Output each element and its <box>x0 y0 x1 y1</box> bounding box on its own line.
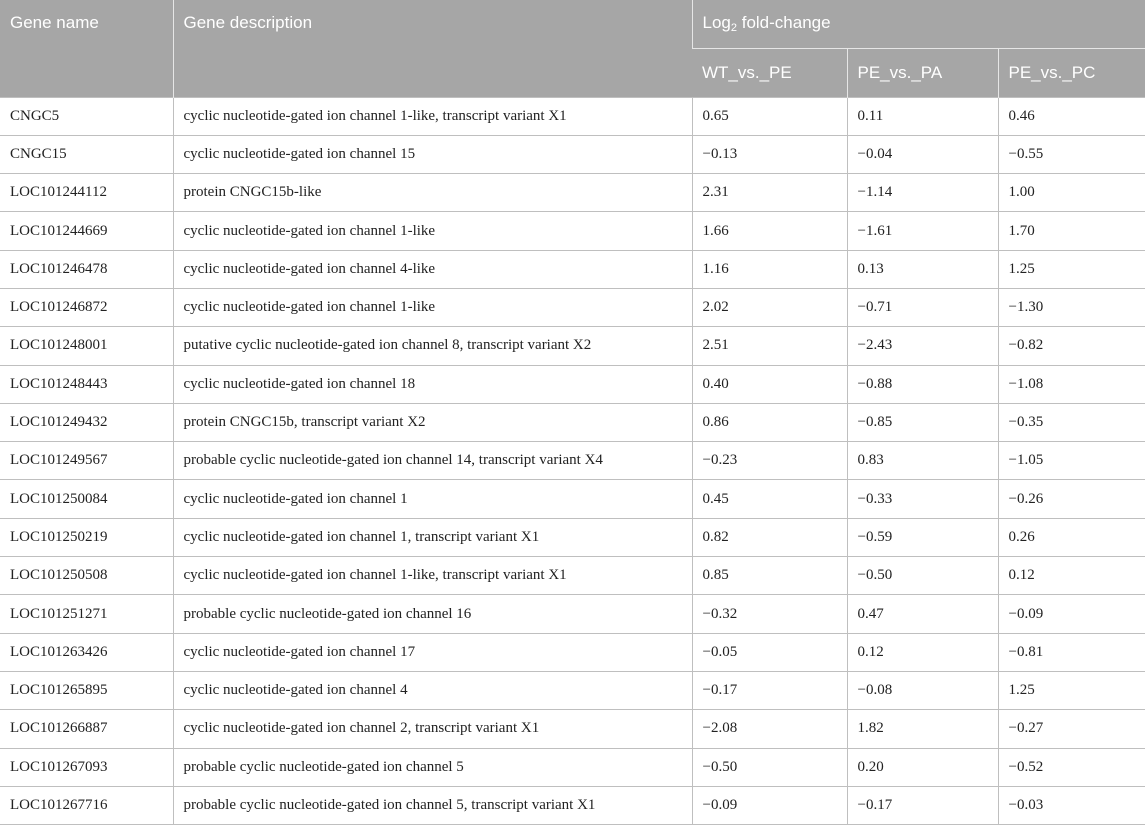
pe-vs-pc-cell: 1.25 <box>998 250 1145 288</box>
header-gene-name: Gene name <box>0 0 173 97</box>
gene-description-cell: cyclic nucleotide-gated ion channel 1, transcript variant X1 <box>173 518 692 556</box>
pe-vs-pc-cell: −1.30 <box>998 288 1145 326</box>
wt-vs-pe-cell: 0.86 <box>692 403 847 441</box>
table-row <box>0 288 1145 326</box>
log-suffix: fold-change <box>737 13 831 32</box>
table-body <box>0 97 1145 825</box>
pe-vs-pc-cell: 1.25 <box>998 671 1145 709</box>
pe-vs-pa-cell: −0.85 <box>847 403 998 441</box>
pe-vs-pa-cell: −0.59 <box>847 518 998 556</box>
gene-description-cell: cyclic nucleotide-gated ion channel 18 <box>173 365 692 403</box>
gene-name-cell: LOC101250219 <box>0 518 173 556</box>
pe-vs-pa-cell: −0.08 <box>847 671 998 709</box>
pe-vs-pc-cell: −1.05 <box>998 442 1145 480</box>
gene-name-cell: LOC101250084 <box>0 480 173 518</box>
gene-description-cell: protein CNGC15b-like <box>173 174 692 212</box>
gene-name-cell: LOC101267093 <box>0 748 173 786</box>
table-row <box>0 786 1145 824</box>
gene-description-cell: probable cyclic nucleotide-gated ion channel 5, transcript variant X1 <box>173 786 692 824</box>
pe-vs-pc-cell: 1.70 <box>998 212 1145 250</box>
header-gene-description: Gene description <box>173 0 692 97</box>
gene-name-cell: LOC101251271 <box>0 595 173 633</box>
gene-name-cell: LOC101250508 <box>0 557 173 595</box>
header-pe-vs-pa: PE_vs._PA <box>847 48 998 97</box>
pe-vs-pc-cell: −0.82 <box>998 327 1145 365</box>
gene-description-cell: cyclic nucleotide-gated ion channel 4-like <box>173 250 692 288</box>
wt-vs-pe-cell: −0.17 <box>692 671 847 709</box>
wt-vs-pe-cell: 2.02 <box>692 288 847 326</box>
pe-vs-pa-cell: −1.14 <box>847 174 998 212</box>
table-row <box>0 748 1145 786</box>
gene-description-cell: probable cyclic nucleotide-gated ion channel 5 <box>173 748 692 786</box>
pe-vs-pc-cell: 0.46 <box>998 97 1145 135</box>
wt-vs-pe-cell: −0.50 <box>692 748 847 786</box>
wt-vs-pe-cell: −2.08 <box>692 710 847 748</box>
wt-vs-pe-cell: 0.40 <box>692 365 847 403</box>
table-row <box>0 174 1145 212</box>
wt-vs-pe-cell: −0.05 <box>692 633 847 671</box>
wt-vs-pe-cell: 0.82 <box>692 518 847 556</box>
pe-vs-pa-cell: −1.61 <box>847 212 998 250</box>
gene-name-cell: LOC101246478 <box>0 250 173 288</box>
wt-vs-pe-cell: 0.65 <box>692 97 847 135</box>
wt-vs-pe-cell: 2.31 <box>692 174 847 212</box>
table-row <box>0 595 1145 633</box>
gene-name-cell: LOC101246872 <box>0 288 173 326</box>
wt-vs-pe-cell: 2.51 <box>692 327 847 365</box>
pe-vs-pc-cell: −1.08 <box>998 365 1145 403</box>
gene-description-cell: putative cyclic nucleotide-gated ion channel 8, transcript variant X2 <box>173 327 692 365</box>
pe-vs-pc-cell: −0.09 <box>998 595 1145 633</box>
table-row <box>0 442 1145 480</box>
table-row <box>0 557 1145 595</box>
table-row <box>0 212 1145 250</box>
gene-description-cell: cyclic nucleotide-gated ion channel 4 <box>173 671 692 709</box>
pe-vs-pa-cell: 0.83 <box>847 442 998 480</box>
gene-name-cell: LOC101249432 <box>0 403 173 441</box>
gene-name-cell: LOC101263426 <box>0 633 173 671</box>
table-row <box>0 480 1145 518</box>
gene-description-cell: cyclic nucleotide-gated ion channel 2, transcript variant X1 <box>173 710 692 748</box>
pe-vs-pa-cell: −0.50 <box>847 557 998 595</box>
gene-description-cell: cyclic nucleotide-gated ion channel 1-like <box>173 212 692 250</box>
pe-vs-pc-cell: −0.52 <box>998 748 1145 786</box>
table-row <box>0 671 1145 709</box>
table-row <box>0 518 1145 556</box>
wt-vs-pe-cell: −0.09 <box>692 786 847 824</box>
gene-name-cell: LOC101267716 <box>0 786 173 824</box>
table-row <box>0 135 1145 173</box>
gene-description-cell: cyclic nucleotide-gated ion channel 1 <box>173 480 692 518</box>
pe-vs-pc-cell: −0.03 <box>998 786 1145 824</box>
pe-vs-pa-cell: 1.82 <box>847 710 998 748</box>
header-wt-vs-pe: WT_vs._PE <box>692 48 847 97</box>
gene-description-cell: cyclic nucleotide-gated ion channel 1-like <box>173 288 692 326</box>
pe-vs-pa-cell: −0.88 <box>847 365 998 403</box>
pe-vs-pc-cell: −0.35 <box>998 403 1145 441</box>
gene-name-cell: LOC101244112 <box>0 174 173 212</box>
wt-vs-pe-cell: 1.16 <box>692 250 847 288</box>
pe-vs-pa-cell: −0.71 <box>847 288 998 326</box>
wt-vs-pe-cell: −0.32 <box>692 595 847 633</box>
pe-vs-pc-cell: 0.26 <box>998 518 1145 556</box>
log-prefix: Log <box>702 13 731 32</box>
wt-vs-pe-cell: 0.85 <box>692 557 847 595</box>
gene-description-cell: cyclic nucleotide-gated ion channel 1-like, transcript variant X1 <box>173 557 692 595</box>
gene-name-cell: CNGC5 <box>0 97 173 135</box>
gene-name-cell: LOC101248001 <box>0 327 173 365</box>
wt-vs-pe-cell: −0.23 <box>692 442 847 480</box>
gene-description-cell: cyclic nucleotide-gated ion channel 15 <box>173 135 692 173</box>
gene-name-cell: LOC101248443 <box>0 365 173 403</box>
table-row <box>0 250 1145 288</box>
table-row <box>0 403 1145 441</box>
pe-vs-pc-cell: −0.27 <box>998 710 1145 748</box>
pe-vs-pc-cell: 0.12 <box>998 557 1145 595</box>
log-subscript: 2 <box>730 22 737 34</box>
table-row <box>0 97 1145 135</box>
table-row <box>0 365 1145 403</box>
pe-vs-pc-cell: −0.55 <box>998 135 1145 173</box>
pe-vs-pa-cell: 0.11 <box>847 97 998 135</box>
header-log2-fold-change <box>692 0 1145 48</box>
header-pe-vs-pc: PE_vs._PC <box>998 48 1145 97</box>
pe-vs-pc-cell: 1.00 <box>998 174 1145 212</box>
pe-vs-pa-cell: −2.43 <box>847 327 998 365</box>
gene-description-cell: probable cyclic nucleotide-gated ion channel 16 <box>173 595 692 633</box>
gene-name-cell: LOC101266887 <box>0 710 173 748</box>
table-row <box>0 327 1145 365</box>
gene-description-cell: protein CNGC15b, transcript variant X2 <box>173 403 692 441</box>
gene-description-cell: cyclic nucleotide-gated ion channel 17 <box>173 633 692 671</box>
pe-vs-pa-cell: 0.12 <box>847 633 998 671</box>
gene-name-cell: CNGC15 <box>0 135 173 173</box>
gene-description-cell: cyclic nucleotide-gated ion channel 1-like, transcript variant X1 <box>173 97 692 135</box>
gene-name-cell: LOC101265895 <box>0 671 173 709</box>
pe-vs-pc-cell: −0.81 <box>998 633 1145 671</box>
table-row <box>0 633 1145 671</box>
gene-name-cell: LOC101249567 <box>0 442 173 480</box>
pe-vs-pc-cell: −0.26 <box>998 480 1145 518</box>
pe-vs-pa-cell: 0.47 <box>847 595 998 633</box>
pe-vs-pa-cell: −0.33 <box>847 480 998 518</box>
pe-vs-pa-cell: 0.20 <box>847 748 998 786</box>
wt-vs-pe-cell: −0.13 <box>692 135 847 173</box>
pe-vs-pa-cell: −0.04 <box>847 135 998 173</box>
table-row <box>0 710 1145 748</box>
gene-name-cell: LOC101244669 <box>0 212 173 250</box>
table-header <box>0 0 1145 97</box>
wt-vs-pe-cell: 0.45 <box>692 480 847 518</box>
pe-vs-pa-cell: 0.13 <box>847 250 998 288</box>
wt-vs-pe-cell: 1.66 <box>692 212 847 250</box>
gene-description-cell: probable cyclic nucleotide-gated ion channel 14, transcript variant X4 <box>173 442 692 480</box>
pe-vs-pa-cell: −0.17 <box>847 786 998 824</box>
